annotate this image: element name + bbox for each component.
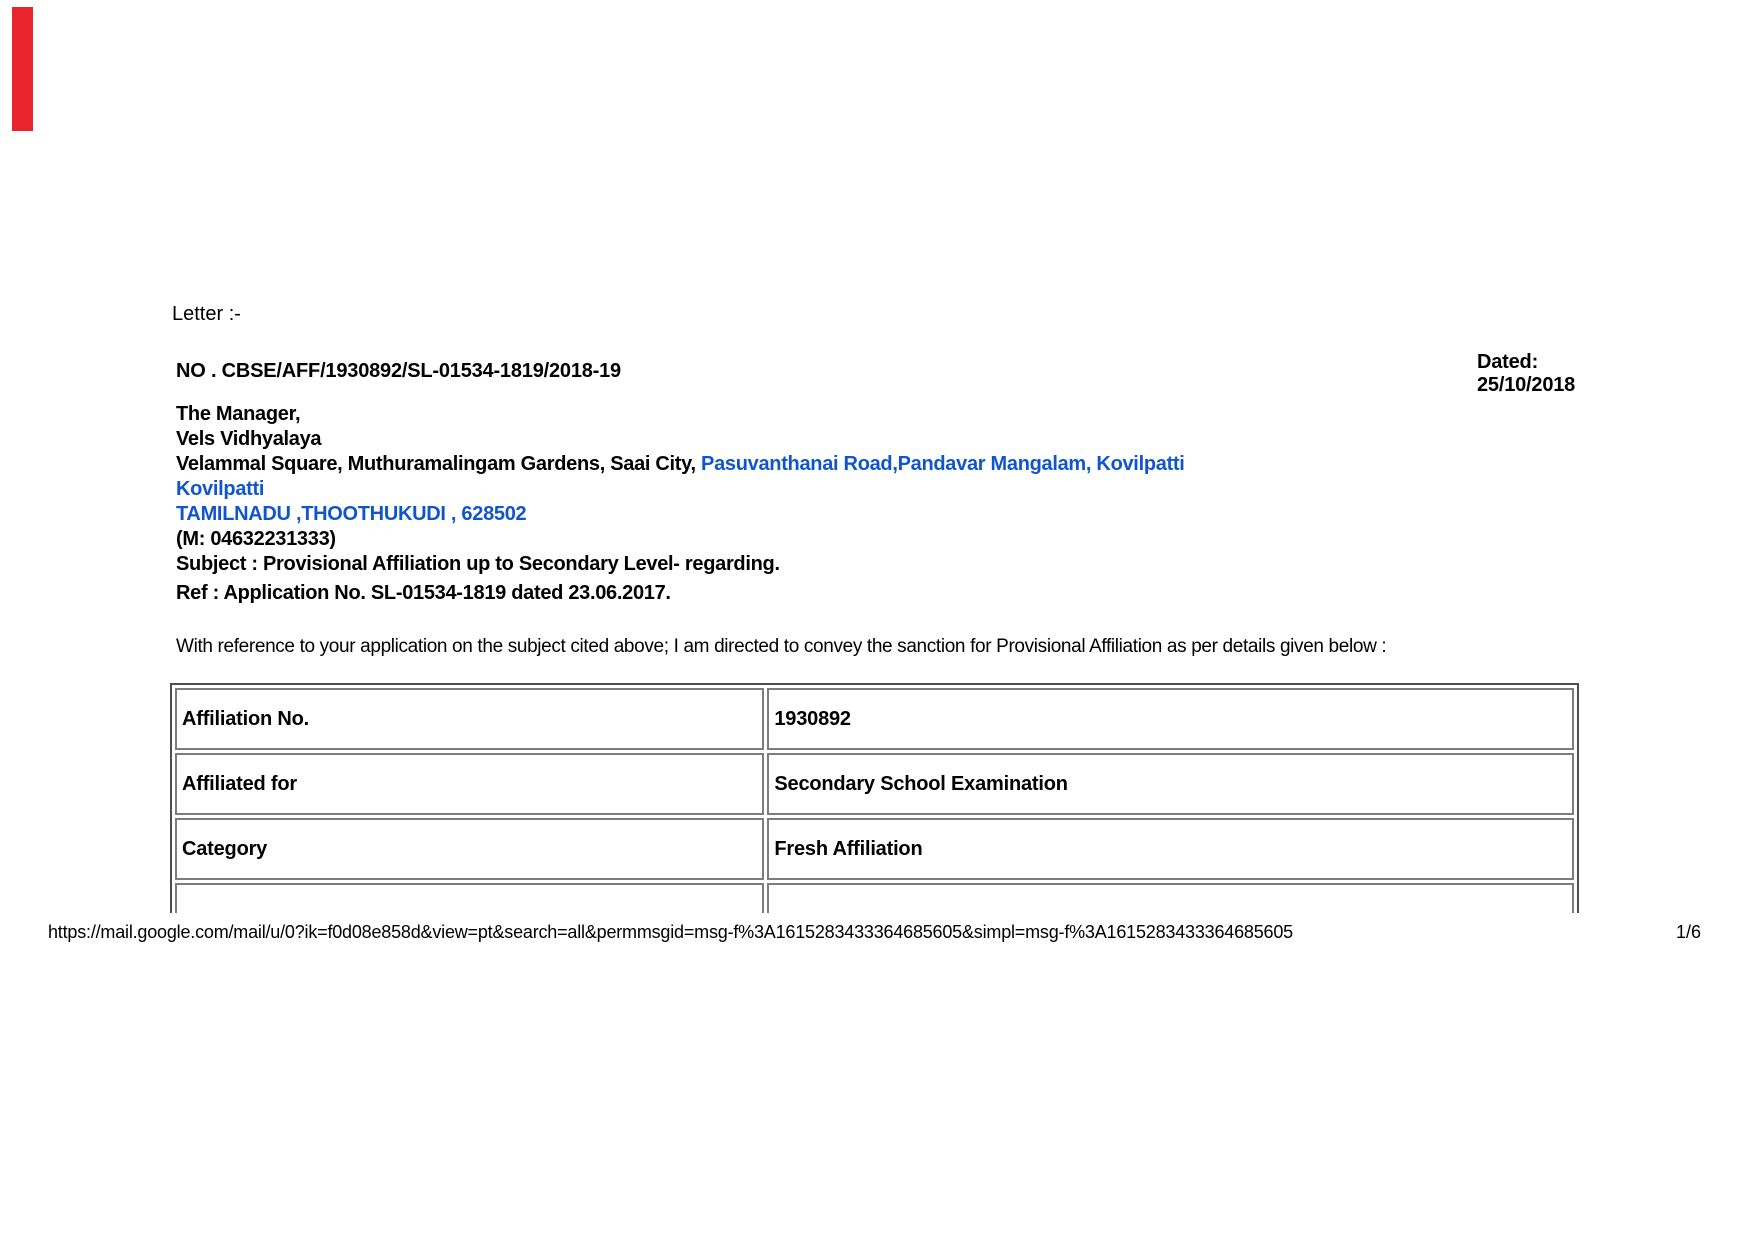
table-row [175,688,1574,750]
recipient-line: The Manager, [176,403,301,425]
letter-label: Letter :- [172,303,241,325]
row-value-cell: Secondary School Examination [767,753,1574,815]
row-label-cell [175,883,764,913]
page-number-indicator: 1/6 [1676,922,1702,942]
address-text: Velammal Square, Muthuramalingam Gardens, Saai City, [176,453,702,475]
row-value-cell [767,883,1574,913]
affiliation-details-table [170,683,1579,913]
table-row [175,753,1574,815]
subject-line: Subject : Provisional Affiliation up to Secondary Level- regarding. [176,553,780,575]
row-value-cell: 1930892 [767,688,1574,750]
recipient-address-block [176,402,1185,552]
row-value-cell: Fresh Affiliation [767,818,1574,880]
red-margin-mark [12,7,33,131]
recipient-phone: (M: 04632231333) [176,528,336,550]
row-label-cell: Affiliation No. [175,688,764,750]
letter-reference-number: NO . CBSE/AFF/1930892/SL-01534-1819/2018-19 [176,360,621,382]
body-paragraph: With reference to your application on the subject cited above; I am directed to convey the sanction for Provisional Affiliation as per details given below : [176,636,1387,657]
application-ref-line: Ref : Application No. SL-01534-1819 dated 23.06.2017. [176,582,671,604]
print-footer-url: https://mail.google.com/mail/u/0?ik=f0d08e858d&view=pt&search=all&permmsgid=msg-f%3A1615283433364685605&simpl=msg-f%3A1615283433364685605 [48,922,1293,942]
table-row [175,818,1574,880]
dated-label: Dated: [1477,351,1539,373]
row-label-cell: Affiliated for [175,753,764,815]
dated-value: 25/10/2018 [1477,374,1576,396]
recipient-line: Vels Vidhyalaya [176,428,322,450]
address-link[interactable]: TAMILNADU ,THOOTHUKUDI , 628502 [176,503,527,525]
address-link[interactable]: Pasuvanthanai Road,Pandavar Mangalam, Kovilpatti [701,453,1185,475]
address-link[interactable]: Kovilpatti [176,478,265,500]
dated-block [1477,351,1575,397]
recipient-line [176,452,1185,477]
details-table [170,683,1579,913]
row-label-cell: Category [175,818,764,880]
table-row-clipped [175,883,1574,913]
